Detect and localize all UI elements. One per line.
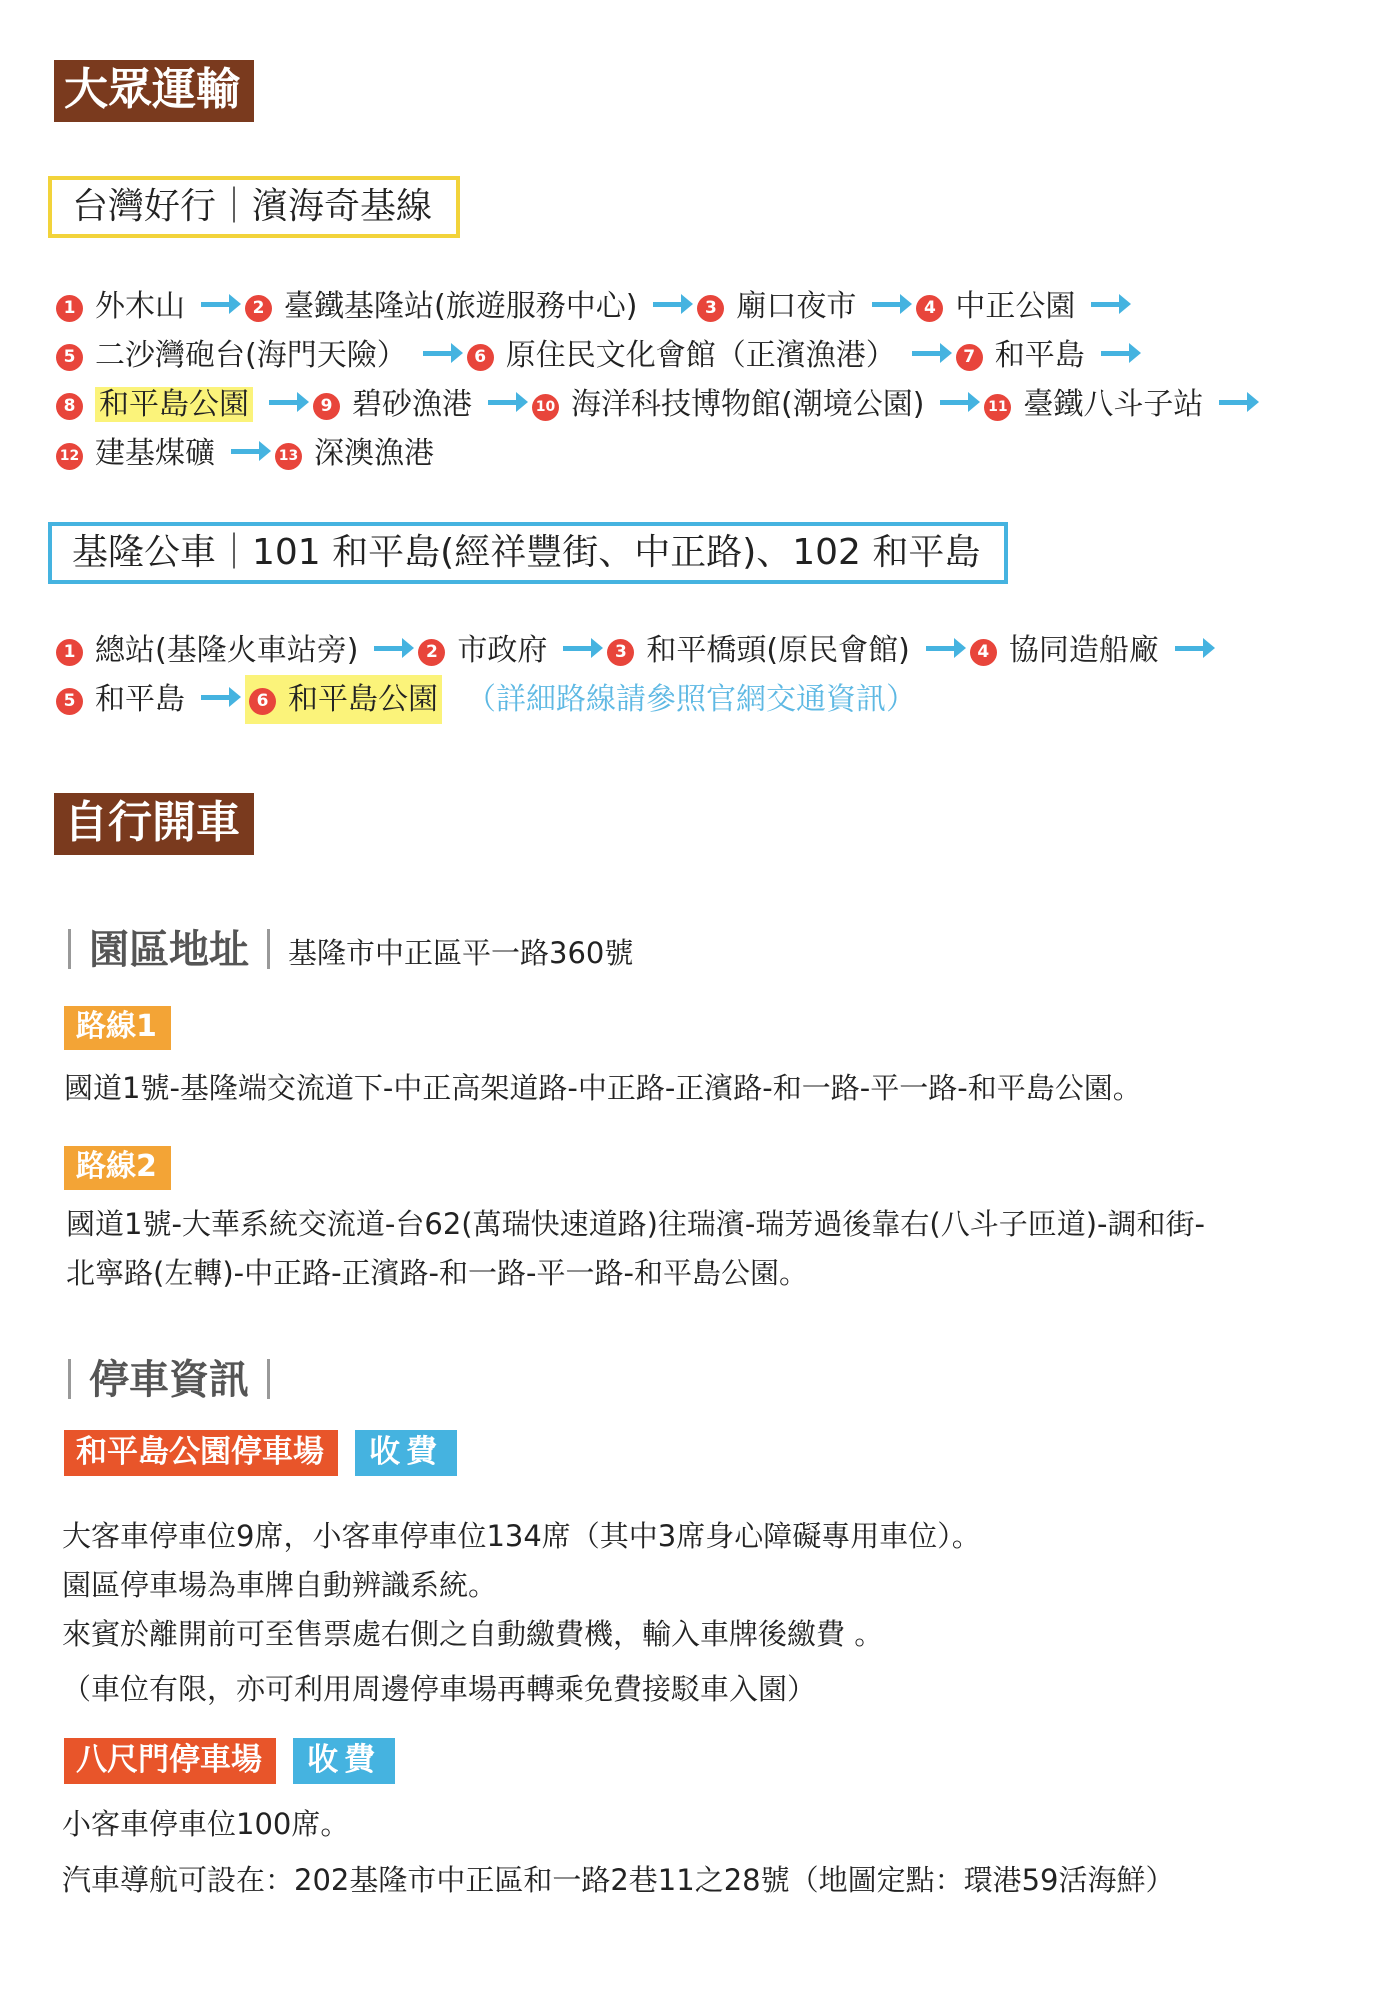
divider <box>267 1359 270 1399</box>
lot2-line1: 小客車停車位100席。 <box>62 1807 350 1841</box>
bus2-stops-row1 <box>56 626 1219 675</box>
arrow-right-icon <box>926 646 956 651</box>
address-label: 園區地址 <box>89 927 249 973</box>
stop-label: 總站(基隆火車站旁) <box>95 633 359 668</box>
bus1-stop-3 <box>697 282 856 331</box>
lot1-line1: 大客車停車位9席，小客車停車位134席（其中3席身心障礙專用車位）。 <box>62 1519 981 1553</box>
bus2-stop-3 <box>607 626 909 675</box>
arrow-right-icon <box>1101 351 1131 356</box>
arrow-right-icon <box>423 351 453 356</box>
stop-label: 中正公園 <box>955 289 1076 324</box>
arrow-right-icon <box>231 449 261 454</box>
arrow-right-icon <box>1091 302 1121 307</box>
stop-label: 協同造船廠 <box>1008 633 1159 668</box>
stop-label: 碧砂漁港 <box>352 387 472 422</box>
stop-label: 建基煤礦 <box>95 436 215 471</box>
stop-number-badge: 3 <box>607 639 634 666</box>
lot1-line2: 園區停車場為車牌自動辨識系統。 <box>62 1568 498 1602</box>
stop-number-badge: 4 <box>970 639 997 666</box>
arrow-right-icon <box>374 646 404 651</box>
bus1-stop-5 <box>56 331 407 380</box>
bus1-route-title: 台灣好行｜濱海奇基線 <box>48 176 460 238</box>
divider <box>68 1359 71 1399</box>
bus1-stop-11 <box>984 380 1203 429</box>
bus1-stop-12 <box>56 429 215 478</box>
stop-label: 海洋科技博物館(潮境公園) <box>571 387 925 422</box>
stop-number-badge: 11 <box>984 394 1011 421</box>
stop-number-badge: 2 <box>418 639 445 666</box>
stop-number-badge: 2 <box>245 295 272 322</box>
stop-label: 廟口夜市 <box>736 289 857 324</box>
lot1-note: （車位有限，亦可利用周邊停車場再轉乘免費接駁車入園） <box>62 1672 817 1706</box>
bus2-stop-1 <box>56 626 358 675</box>
divider <box>68 929 71 969</box>
stop-number-badge: 3 <box>697 295 724 322</box>
arrow-right-icon <box>488 400 518 405</box>
stop-number-badge: 5 <box>56 688 83 715</box>
arrow-right-icon <box>563 646 593 651</box>
bus1-stops-row4 <box>56 429 438 478</box>
lot1-name-tag: 和平島公園停車場 <box>64 1430 338 1476</box>
stop-number-badge: 4 <box>916 295 943 322</box>
bus1-stop-1 <box>56 282 185 331</box>
bus2-stop-5 <box>56 675 185 724</box>
lot1-header <box>64 1434 457 1470</box>
arrow-right-icon <box>872 302 902 307</box>
arrow-right-icon <box>1219 400 1249 405</box>
stop-label: 外木山 <box>95 289 185 324</box>
bus1-stops-row3 <box>56 380 1263 429</box>
stop-number-badge: 10 <box>532 394 559 421</box>
arrow-right-icon <box>201 695 231 700</box>
stop-label: 和平橋頭(原民會館) <box>646 633 910 668</box>
address-row <box>52 918 633 975</box>
arrow-right-icon <box>912 351 942 356</box>
stop-number-badge: 8 <box>56 393 83 420</box>
stop-number-badge: 5 <box>56 344 83 371</box>
stop-label: 深澳漁港 <box>314 436 434 471</box>
stop-number-badge: 12 <box>56 443 83 470</box>
stop-label: 和平島 <box>95 682 185 717</box>
stop-label: 原住民文化會館（正濱漁港） <box>505 338 896 373</box>
stop-label: 臺鐵基隆站(旅遊服務中心) <box>284 289 638 324</box>
bus1-stop-7 <box>956 331 1085 380</box>
stop-number-badge: 6 <box>249 688 276 715</box>
address-value: 基隆市中正區平一路360號 <box>288 936 634 970</box>
bus1-stops-row2 <box>56 331 1145 380</box>
bus1-stop-13 <box>275 429 434 478</box>
route2-text-line2: 北寧路(左轉)-中正路-正濱路-和一路-平一路-和平島公園。 <box>66 1256 808 1290</box>
stop-label-highlighted: 和平島公園 <box>288 682 438 717</box>
bus1-stop-6 <box>467 331 896 380</box>
route-info-note: （詳細路線請參照官網交通資訊） <box>466 682 916 717</box>
transit-section-heading: 大眾運輸 <box>54 60 254 122</box>
stop-number-badge: 1 <box>56 639 83 666</box>
stop-label: 二沙灣砲台(海門天險） <box>95 338 407 373</box>
stop-label: 和平島 <box>994 338 1085 373</box>
bus2-stop-6 <box>245 675 442 724</box>
bus2-stop-2 <box>418 626 547 675</box>
arrow-right-icon <box>940 400 970 405</box>
lot2-header <box>64 1742 395 1778</box>
stop-number-badge: 6 <box>467 344 494 371</box>
lot2-navigation-note: 汽車導航可設在：202基隆市中正區和一路2巷11之28號（地圖定點：環港59活海鮮） <box>62 1863 1175 1897</box>
lot1-fee-tag: 收費 <box>355 1430 457 1476</box>
bus2-stops-row2 <box>56 675 916 724</box>
arrow-right-icon <box>269 400 299 405</box>
bus1-stop-2 <box>245 282 637 331</box>
stop-number-badge: 1 <box>56 295 83 322</box>
bus1-stop-9 <box>313 380 472 429</box>
arrow-right-icon <box>201 302 231 307</box>
driving-section-heading: 自行開車 <box>54 793 254 855</box>
arrow-right-icon <box>653 302 683 307</box>
bus1-stop-4 <box>916 282 1075 331</box>
bus1-stop-8 <box>56 380 253 429</box>
stop-number-badge: 7 <box>956 344 983 371</box>
bus2-stop-4 <box>970 626 1159 675</box>
lot2-name-tag: 八尺門停車場 <box>64 1738 276 1784</box>
stop-number-badge: 13 <box>275 443 302 470</box>
lot1-line3: 來賓於離開前可至售票處右側之自動繳費機，輸入車牌後繳費 。 <box>62 1617 884 1651</box>
lot2-fee-tag: 收費 <box>293 1738 395 1784</box>
stop-number-badge: 9 <box>313 393 340 420</box>
stop-label: 臺鐵八斗子站 <box>1023 387 1204 422</box>
parking-heading: 停車資訊 <box>89 1357 249 1403</box>
bus1-stop-10 <box>532 380 924 429</box>
route2-tag: 路線2 <box>64 1146 171 1190</box>
stop-label: 市政府 <box>457 633 548 668</box>
arrow-right-icon <box>1175 646 1205 651</box>
bus2-route-title: 基隆公車｜101 和平島(經祥豐街、中正路)、102 和平島 <box>48 522 1008 584</box>
route2-text-line1: 國道1號-大華系統交流道-台62(萬瑞快速道路)往瑞濱-瑞芳過後靠右(八斗子匝道)-調和街- <box>66 1207 1205 1241</box>
bus1-stops-row1 <box>56 282 1135 331</box>
parking-heading-row <box>52 1348 288 1405</box>
route1-text: 國道1號-基隆端交流道下-中正高架道路-中正路-正濱路-和一路-平一路-和平島公園。 <box>64 1071 1142 1105</box>
divider <box>267 929 270 969</box>
route1-tag: 路線1 <box>64 1006 171 1050</box>
stop-label-highlighted: 和平島公園 <box>95 387 253 422</box>
